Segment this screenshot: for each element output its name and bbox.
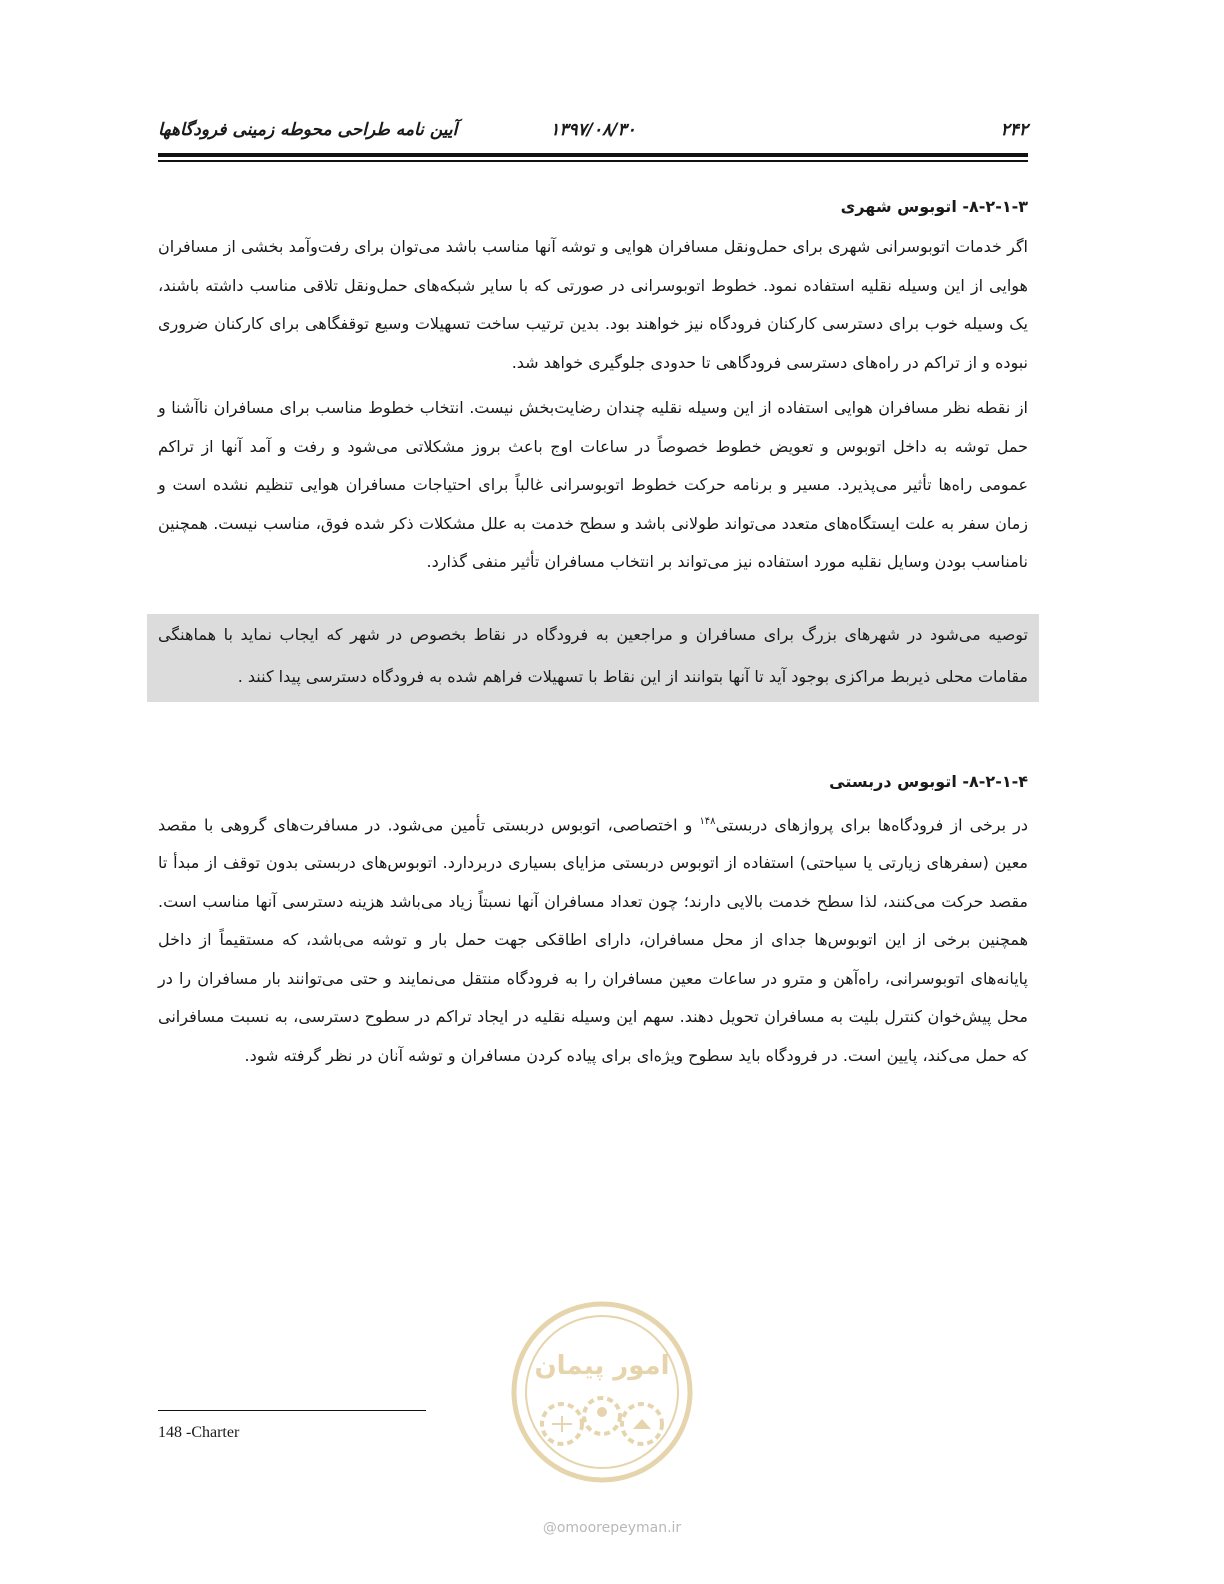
page-number: ۲۴۲: [1000, 120, 1028, 140]
footnote-reference: ۱۴۸: [699, 815, 716, 827]
section-charter-bus: [158, 772, 1028, 1076]
watermark-inner-ring: [526, 1316, 678, 1468]
header-rule-thin: [158, 160, 1028, 162]
paragraph: اگر خدمات اتوبوسرانی شهری برای حمل‌ونقل مسافران هوایی و توشه آنها مناسب باشد می‌توان برای رفت‌وآمد بخشی از مسافران هوایی از این وسیله نقلیه استفاده نمود. خطوط اتوبوسرانی در صورتی که با سایر شبکه‌های حمل‌ونقل تلاقی مناسب داشته باشند، یک وسیله خوب برای دسترسی کارکنان فرودگاه نیز خواهند بود. بدین ترتیب ساخت تسهیلات وسیع توقفگاهی برای کارکنان ضروری نبوده و از تراکم در راه‌های دسترسی فرودگاهی تا حدودی جلوگیری خواهد شد.: [158, 237, 1028, 372]
header-title: آیین نامه طراحی محوطه زمینی فرودگاهها: [158, 120, 458, 140]
watermark-url: @omoorepeyman.ir: [542, 1520, 682, 1536]
section-city-bus: [158, 197, 1028, 582]
section-heading-city-bus: ۸-۲-۱-۳- اتوبوس شهری: [840, 197, 1028, 216]
watermark-outer-ring: [514, 1304, 690, 1480]
scales-icon: [552, 1416, 572, 1432]
hand-icon: [633, 1419, 651, 1429]
header-rule-thick: [158, 153, 1028, 157]
header-date: ۱۳۹۷/۰۸/۳۰: [550, 120, 636, 140]
watermark-logo: [506, 1296, 698, 1526]
paragraph: از نقطه نظر مسافران هوایی استفاده از این وسیله نقلیه چندان رضایت‌بخش نیست. انتخاب خطوط مناسب برای مسافران ناآشنا و حمل توشه به داخل اتوبوس و تعویض خطوط خصوصاً در ساعات اوج باعث بروز مشکلاتی می‌شود و رفت و آمد آنها از تراکم عمومی راه‌ها تأثیر می‌پذیرد. مسیر و برنامه حرکت خطوط اتوبوسرانی غالباً برای احتیاجات مسافران هوایی تنظیم نشده است و زمان سفر به علت ایستگاه‌های متعدد می‌تواند طولانی باشد و سطح خدمت به علل مشکلات ذکر شده فوق، مناسب نیست. همچنین نامناسب بودن وسایل نقلیه مورد استفاده نیز می‌تواند بر انتخاب مسافران تأثیر منفی گذارد.: [158, 398, 1028, 571]
paragraph-text: و اختصاصی، اتوبوس دربستی تأمین می‌شود. در مسافرت‌های گروهی با مقصد معین (سفرهای زیارتی یا سیاحتی) استفاده از اتوبوس دربستی مزایای بسیاری دربردارد. اتوبوس‌های دربستی بدون توقف از مبدأ تا مقصد حرکت می‌کنند، لذا سطح خدمت بالایی دارند؛ چون تعداد مسافران آنها نسبتاً زیاد می‌باشد هزینه دسترسی آنها مناسب است. همچنین برخی از این اتوبوس‌ها جدای از محل مسافران، دارای اطاقکی جهت حمل بار و توشه می‌باشد، که مستقیماً از داخل پایانه‌های اتوبوسرانی، راه‌آهن و مترو در ساعات معین مسافران را به فرودگاه منتقل می‌نمایند و حتی می‌توانند بار مسافران را در محل پیش‌خوان کنترل بلیت به مسافران تحویل دهند. سهم این وسیله نقلیه در ایجاد تراکم در سطوح دسترسی، به نسبت مسافرانی که حمل می‌کند، پایین است. در فرودگاه باید سطوح ویژه‌ای برای پیاده کردن مسافران و توشه آنان در نظر گرفته شود.: [158, 814, 1028, 1065]
watermark-brand-text: امور پیمان: [534, 1351, 670, 1381]
recommendation-text: توصیه می‌شود در شهرهای بزرگ برای مسافران و مراجعین به فرودگاه در نقاط بخصوص در شهر که ایجاب نماید با هماهنگی مقامات محلی ذیربط مراکزی بوجود آید تا آنها بتوانند از این نقاط با تسهیلات فراهم شده به فرودگاه دسترسی پیدا کنند .: [158, 624, 1028, 686]
main-content: [158, 197, 1028, 1075]
paragraph-text: در برخی از فرودگاه‌ها برای پروازهای دربستی: [715, 814, 1028, 834]
footnote: 148 -Charter: [158, 1424, 240, 1441]
section-heading-charter-bus: ۸-۲-۱-۴- اتوبوس دربستی: [829, 771, 1028, 791]
recommendation-box: [147, 614, 1039, 702]
page-header: [158, 120, 1028, 150]
footnote-divider: [158, 1410, 426, 1411]
paragraph: [158, 803, 1028, 1076]
person-icon: [597, 1407, 607, 1417]
